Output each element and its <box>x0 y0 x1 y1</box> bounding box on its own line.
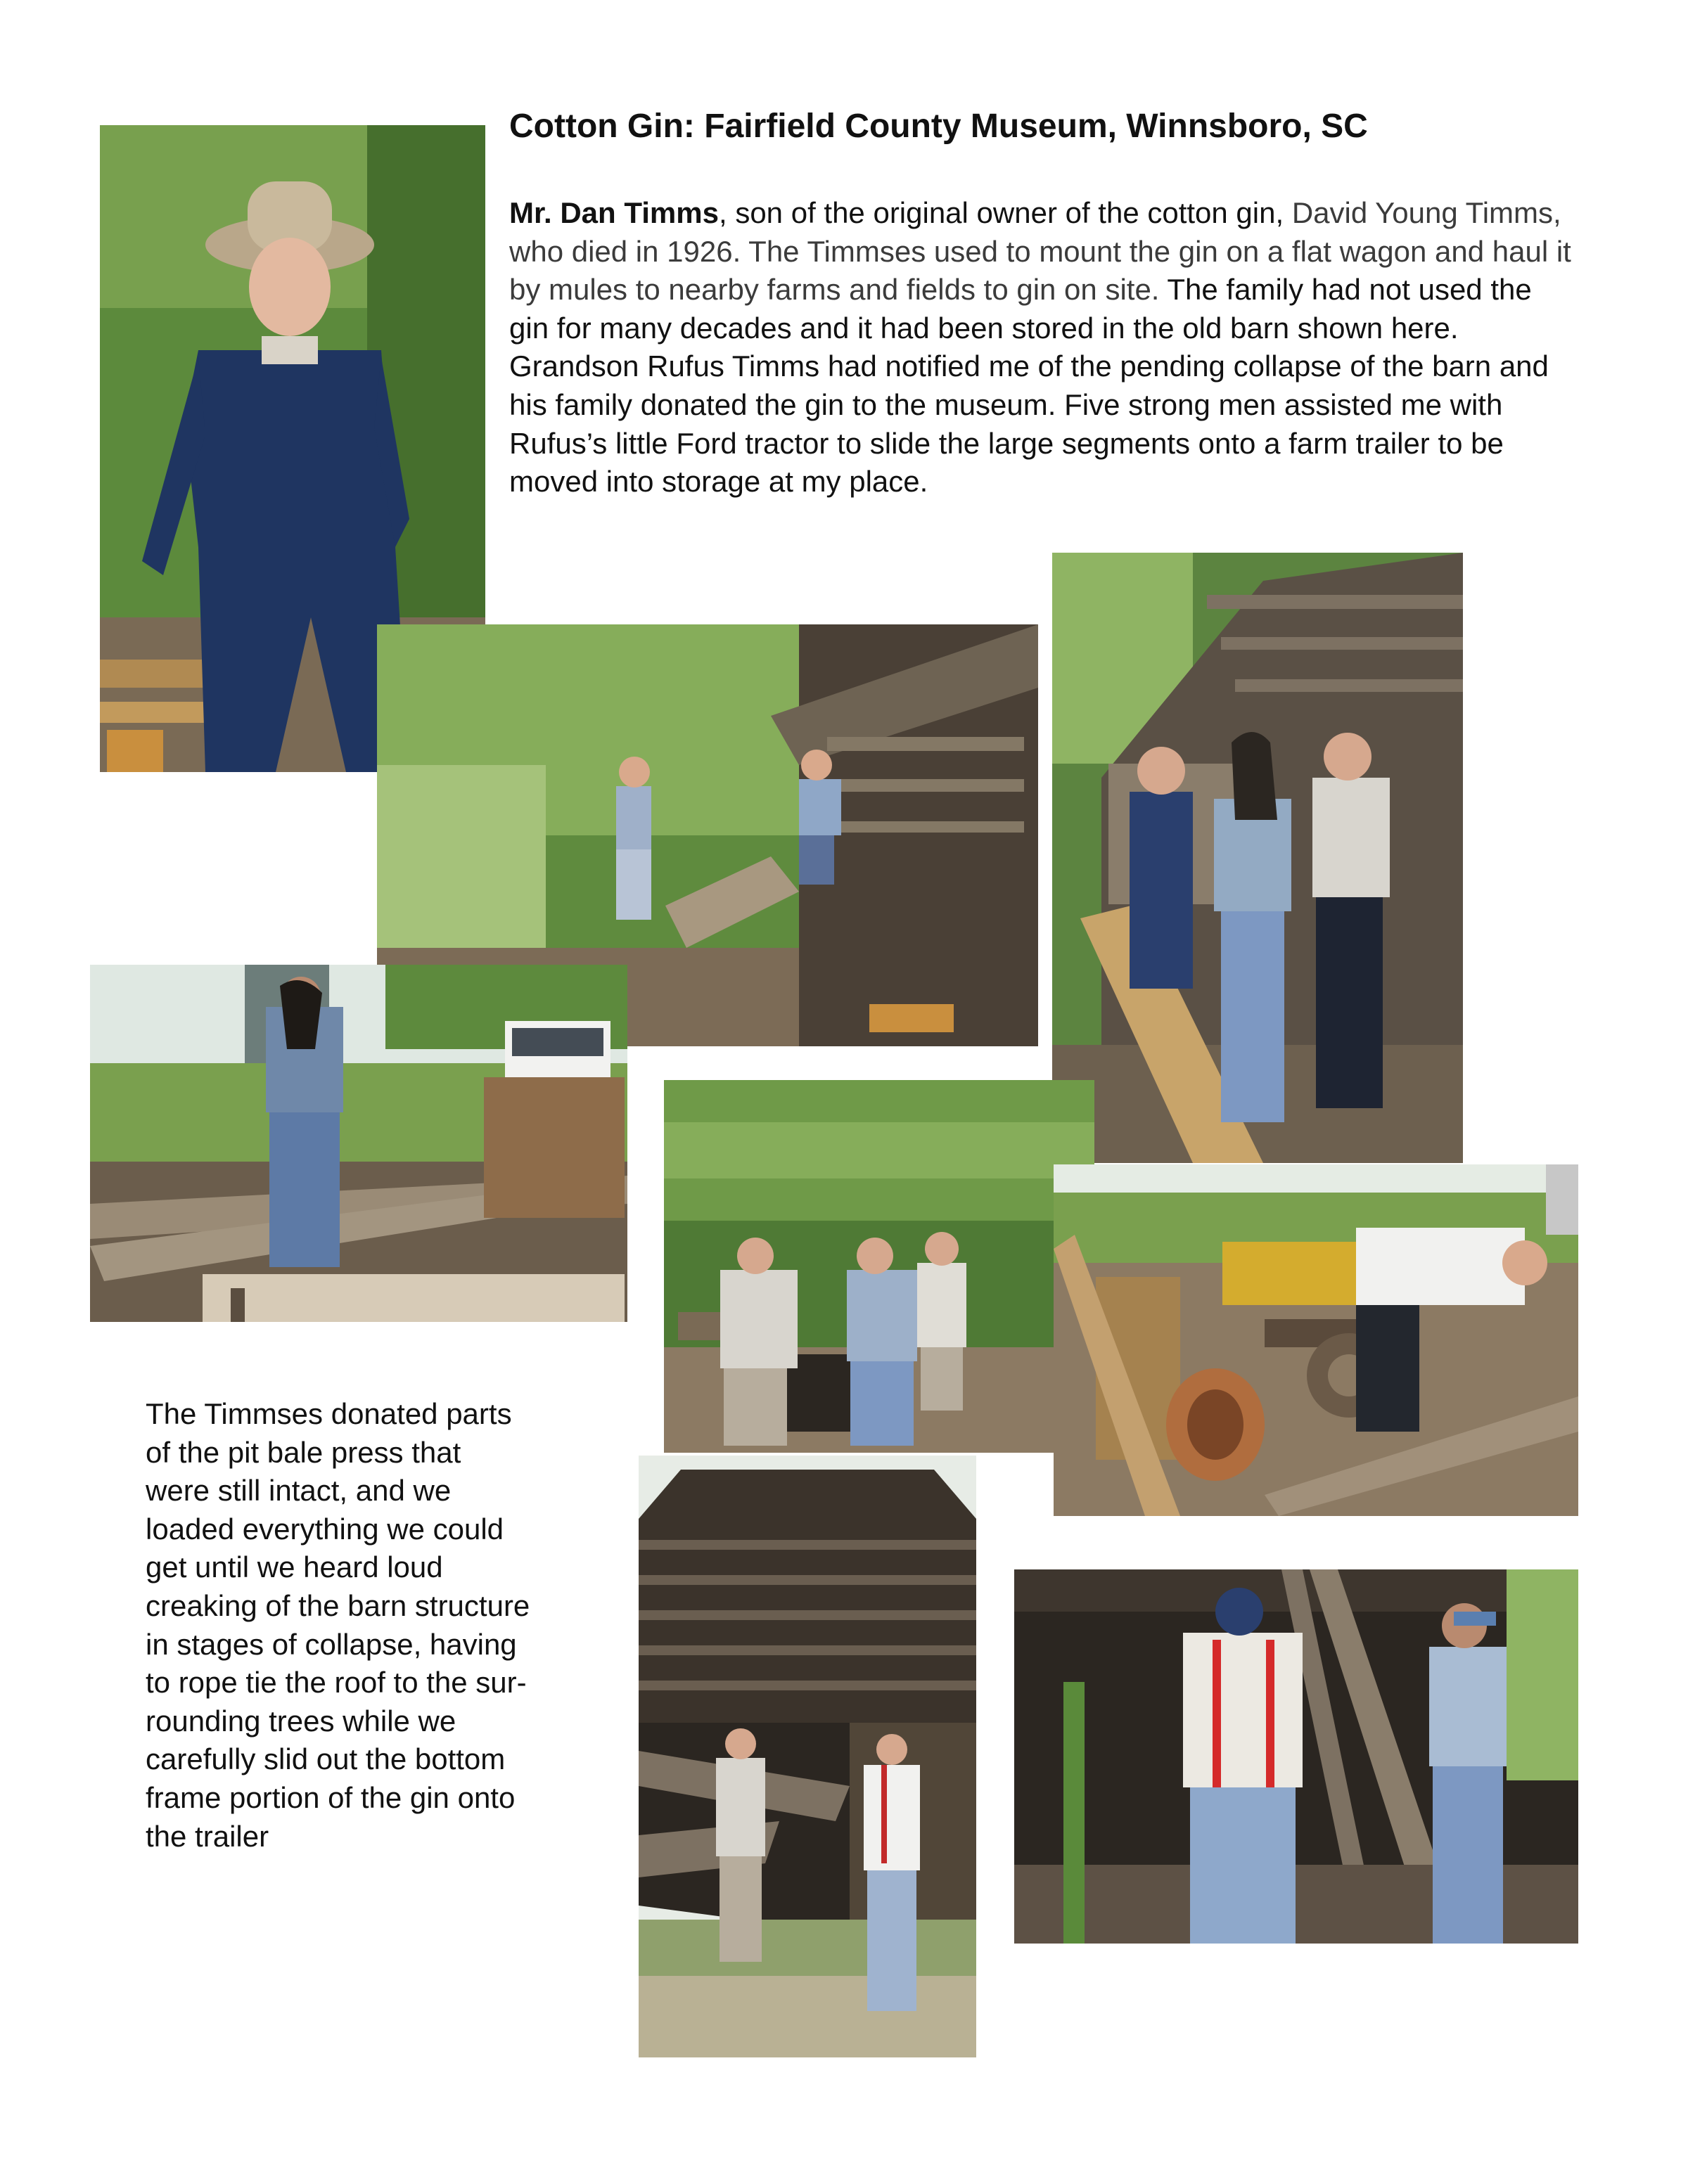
side-caption: The Timmses donated parts of the pit bale press that were still intact, and we loaded everything we could get until we heard loud creaking of the barn structure in stages of collapse, having to rope tie the roof to the sur- rounding trees while we carefully slid out the bottom frame portion of the gin onto the trailer <box>146 1397 530 1853</box>
intro-paragraph <box>509 194 1578 501</box>
photo-gin-machinery <box>1054 1164 1578 1516</box>
photo-men-lifting-part <box>664 1080 1094 1453</box>
page-title: Cotton Gin: Fairfield County Museum, Winnsboro, SC <box>509 108 1368 145</box>
photo-men-in-barn-interior <box>1014 1569 1578 1944</box>
photo-collapsing-barn <box>639 1456 976 2057</box>
intro-name: Mr. Dan Timms <box>509 196 719 229</box>
intro-text-3: The family had not used the gin for many decades and it had been stored in the old barn shown here. Grandson Rufus Timms had notified me of the pending collapse of the barn and his family donated the gin to the museum. Five strong men assisted me with Rufus’s little Ford tractor to slide the large segments onto a farm trailer to be moved into storage at my place. <box>509 273 1549 499</box>
intro-text-1: , son of the original owner of the cotton gin, <box>718 196 1292 229</box>
photo-trailer-loading <box>90 965 627 1322</box>
photo-men-at-barn <box>1052 553 1463 1163</box>
intro-text-2: David Young Timms, who died in 1926. The Timmses used to mount the gin on a flat wagon and haul it by mules to nearby farms and fields to gin on site. <box>509 196 1571 307</box>
